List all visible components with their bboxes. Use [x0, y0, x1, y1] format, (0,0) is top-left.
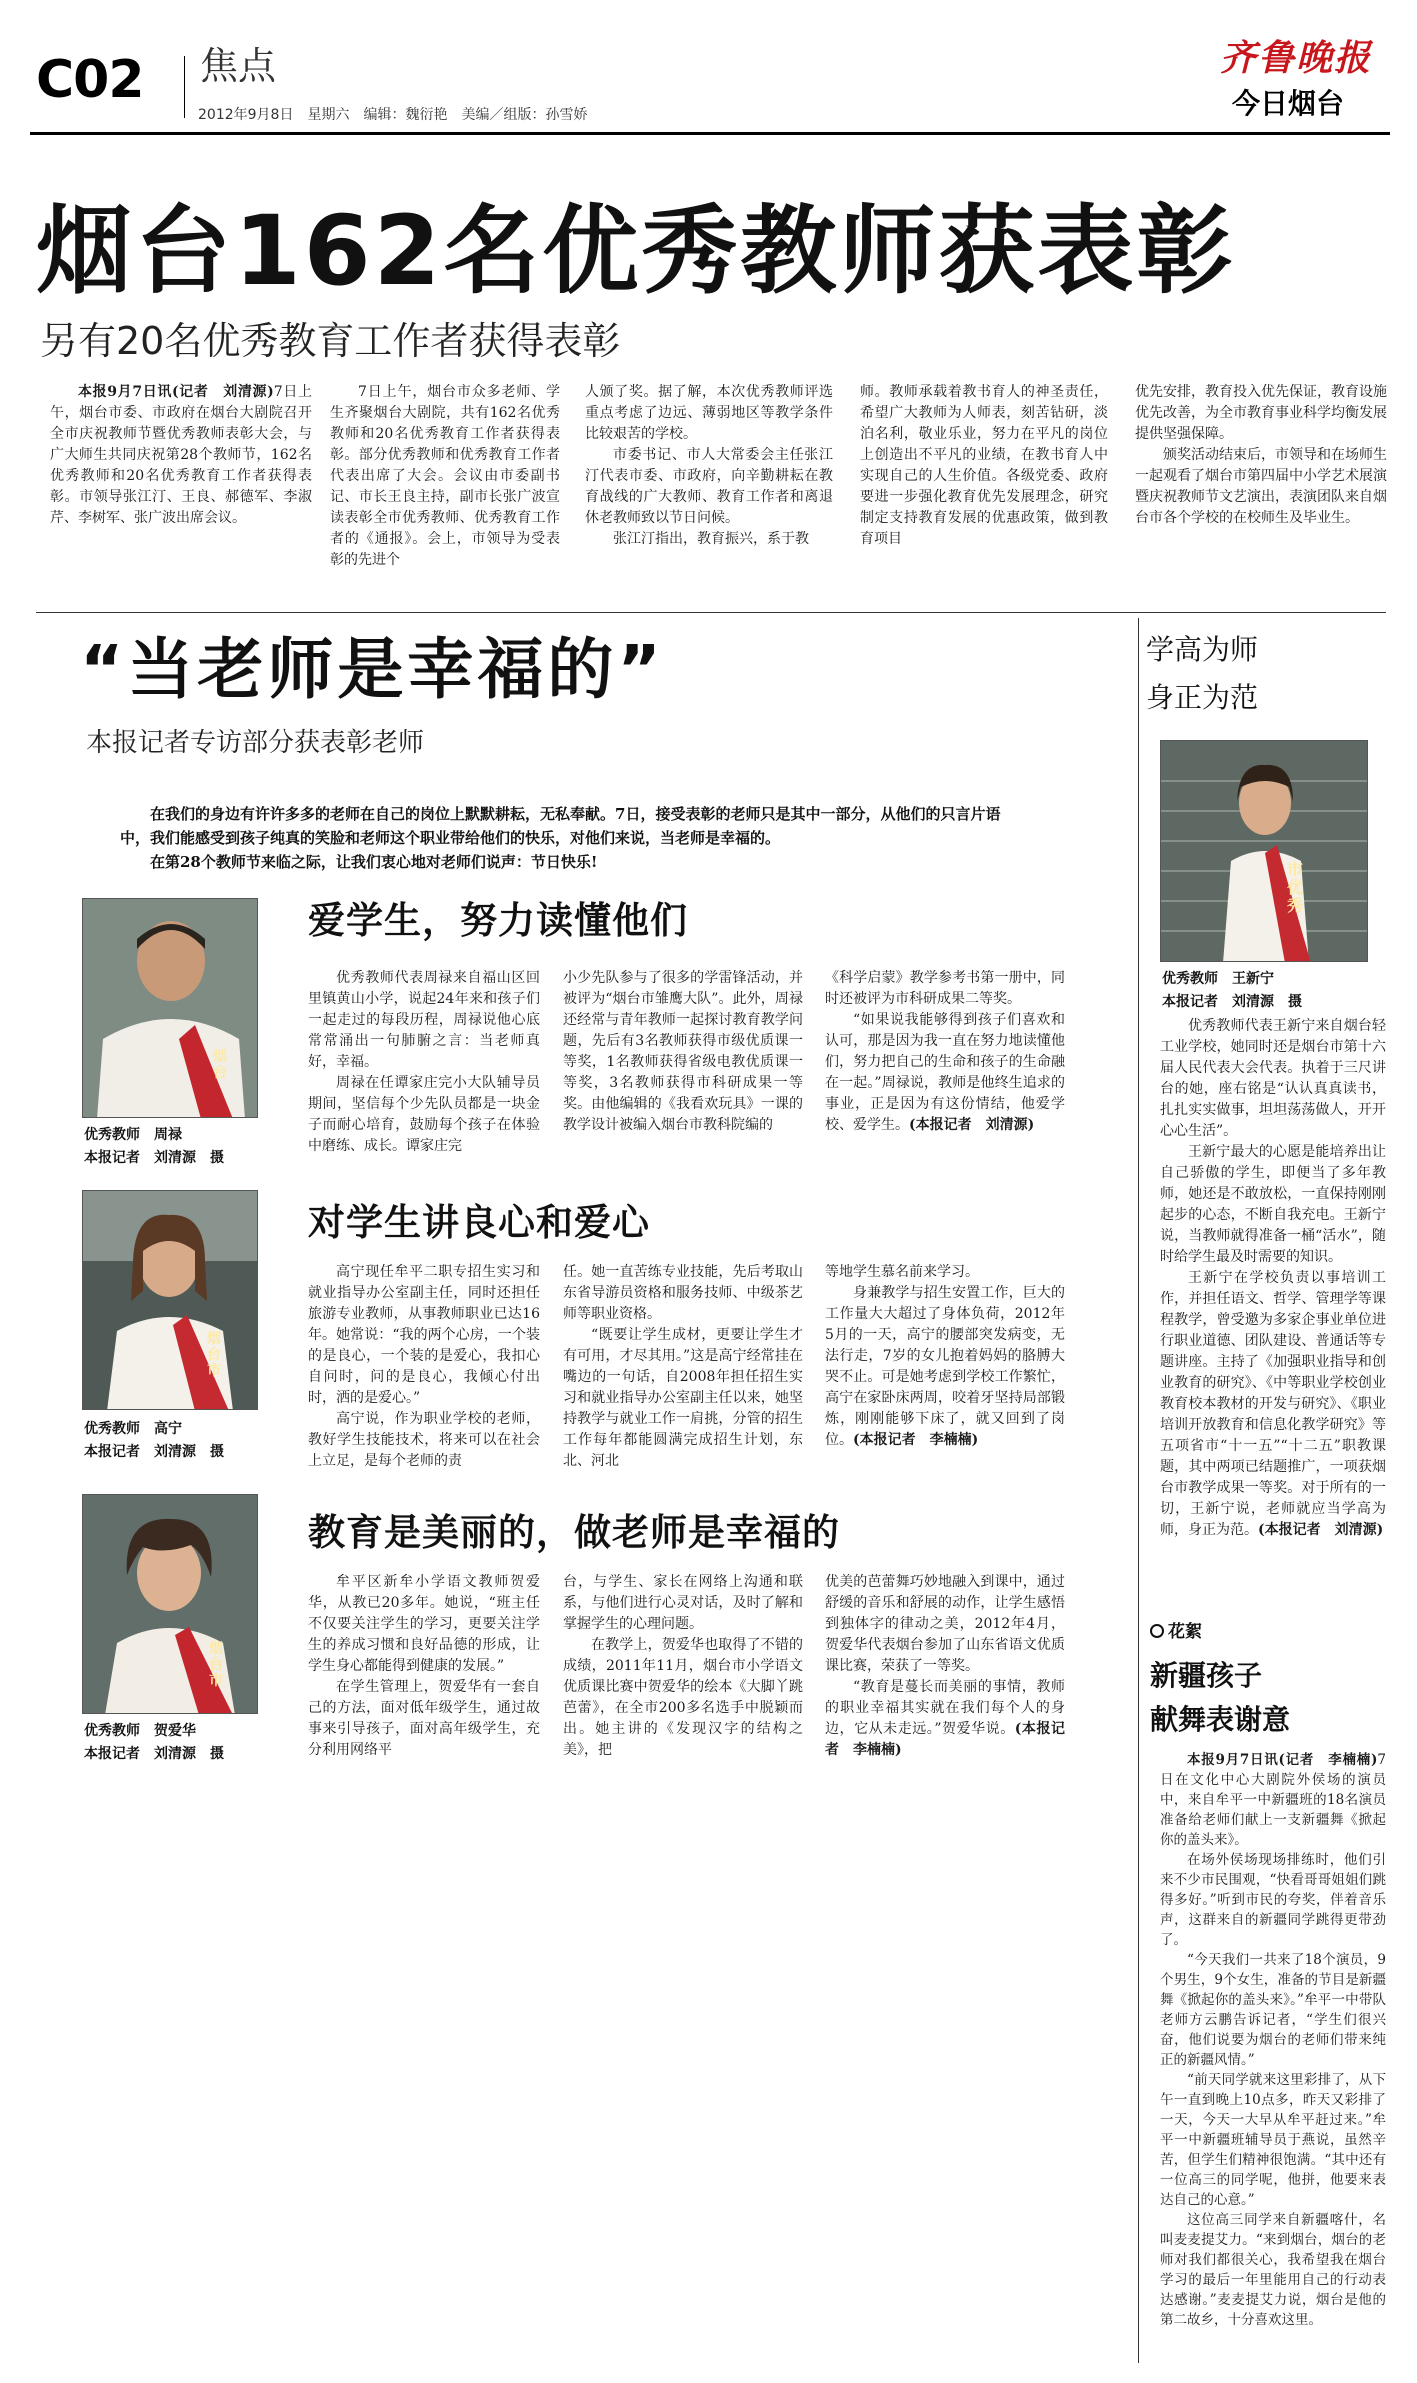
story3-c3p1: 优美的芭蕾舞巧妙地融入到课中，通过舒缓的音乐和舒展的动作，让学生感悟到独体字的律动之美，2012年4月，贺爱华代表烟台参加了山东省语文优质课比赛，荣获了一等奖。	[825, 1574, 1065, 1674]
portrait-man	[83, 899, 258, 1118]
sidebar-signature: (本报记者 刘清源)	[1258, 1522, 1384, 1538]
caption-wangxinning-name: 优秀教师 王新宁	[1162, 971, 1274, 987]
header-rule	[30, 132, 1390, 135]
portrait-woman-2	[83, 1495, 258, 1714]
header-divider	[184, 56, 185, 118]
story3-signature: (本报记者 李楠楠)	[825, 1721, 1065, 1758]
photo-wangxinning	[1160, 740, 1368, 962]
portrait-woman-1	[83, 1191, 258, 1410]
story1-c2: 小少先队参与了很多的学雷锋活动，并被评为“烟台市雏鹰大队”。此外，周禄还经常与青年教师一起探讨教育教学问题，先后有3名教师获得市级优质课一等奖，1名教师获得省级电教优质课一等奖，3名教师获得市科研成果一等奖。由他编辑的《我看欢玩具》一课的教学设计被编入烟台市教科院编的	[563, 970, 803, 1133]
lead-col3b-text: 市委书记、市人大常委会主任张江汀代表市委、市政府，向辛勤耕耘在教育战线的广大教师、教育工作者和离退休老教师致以节日问候。	[585, 447, 833, 526]
sash-text-3: 烟台市	[209, 1641, 223, 1689]
story3-col1	[308, 1572, 540, 1761]
lead-col-4	[860, 382, 1108, 550]
lead-bottom-rule	[36, 612, 1386, 613]
lead-col4-text: 师。教师承载着教书育人的神圣责任，希望广大教师为人师表，刻苦钻研，淡泊名利，敬业乐业，努力在平凡的岗位上创造出不平凡的业绩，在教书育人中实现自己的人生价值。各级党委、政府要进一步强化教育优先发展理念，研究制定支持教育发展的优惠政策，做到教育项目	[860, 384, 1108, 547]
story3-c2p2: 在教学上，贺爱华也取得了不错的成绩，2011年11月，烟台市小学语文优质课比赛中贺爱华的绘本《大脚丫跳芭蕾》，在全市200多名选手中脱颖而出。她主讲的《发现汉字的结构之美》，把	[563, 1637, 803, 1758]
caption-wangxinning	[1162, 968, 1382, 1014]
sash-text-4: 市优秀	[1287, 860, 1304, 915]
story1-c3p1: 《科学启蒙》教学参考书第一册中，同时还被评为市科研成果二等奖。	[825, 970, 1065, 1007]
story3-title: 教育是美丽的，做老师是幸福的	[308, 1511, 840, 1554]
feature-subtitle: 本报记者专访部分获表彰老师	[86, 728, 425, 758]
lead-col2-text: 7日上午，烟台市众多老师、学生齐聚烟台大剧院，共有162名优秀教师和20名优秀教育工作者获得表彰。部分优秀教师和优秀教育工作者代表出席了大会。会议由市委副书记、市长王良主持，副市长张广波宣读表彰全市优秀教师、优秀教育工作者的《通报》。会上，市领导为受表彰的先进个	[330, 384, 560, 568]
story3-col2	[563, 1572, 803, 1761]
caption-heaihua-credit: 本报记者 刘清源 摄	[84, 1746, 224, 1762]
flower-p5: 这位高三同学来自新疆喀什，名叫麦麦提艾力。“来到烟台，烟台的老师对我们都很关心，我希望我在烟台学习的最后一年里能用自己的行动表达感谢。”麦麦提艾力说，烟台是他的第二故乡，十分喜欢这里。	[1160, 2212, 1386, 2328]
flower-icon	[1150, 1624, 1164, 1638]
photo-gaoning	[82, 1190, 258, 1410]
story1-signature: (本报记者 刘清源)	[909, 1117, 1035, 1133]
sash-text-1: 烟台	[213, 1049, 227, 1081]
story1-c1p1: 优秀教师代表周禄来自福山区回里镇黄山小学，说起24年来和孩子们一起走过的每段历程，周禄说他心底常常涌出一句肺腑之言：当老师真好，幸福。	[308, 970, 540, 1070]
story3-c2p1: 台，与学生、家长在网络上沟通和联系，与他们进行心灵对话，及时了解和掌握学生的心理问题。	[563, 1574, 803, 1632]
flower-label	[1150, 1620, 1202, 1644]
caption-gaoning	[84, 1418, 284, 1464]
flower-p3: “今天我们一共来了18个演员，9个男生，9个女生，准备的节目是新疆舞《掀起你的盖头来》。”牟平一中带队老师方云鹏告诉记者，“学生们很兴奋，他们说要为烟台的老师们带来纯正的新疆风情。”	[1160, 1952, 1386, 2068]
flower-title-line2: 献舞表谢意	[1150, 1703, 1291, 1736]
story3-col3	[825, 1572, 1065, 1761]
story2-c2p1: 任。她一直苦练专业技能，先后考取山东省导游员资格和服务技师、中级茶艺师等职业资格。	[563, 1264, 803, 1322]
lead-dateline: 本报9月7日讯(记者 刘清源)	[78, 384, 274, 400]
lead-col5b-text: 颁奖活动结束后，市领导和在场师生一起观看了烟台市第四届中小学艺术展演暨庆祝教师节文艺演出，表演团队来自烟台市各个学校的在校师生及毕业生。	[1135, 447, 1387, 526]
story2-col2	[563, 1262, 803, 1472]
lead-col5a-text: 优先安排，教育投入优先保证，教育设施优先改善，为全市教育事业科学均衡发展提供坚强保障。	[1135, 384, 1387, 442]
feature-intro-1: 在我们的身边有许许多多的老师在自己的岗位上默默耕耘，无私奉献。7日，接受表彰的老师只是其中一部分，从他们的只言片语中，我们能感受到孩子纯真的笑脸和老师这个职业带给他们的快乐，对他们来说，当老师是幸福的。	[120, 805, 1001, 847]
sidebar-title-line1: 学高为师	[1146, 633, 1259, 666]
caption-zhoulu-name: 优秀教师 周禄	[84, 1127, 182, 1143]
sash-text-2: 烟台市	[207, 1331, 221, 1379]
caption-heaihua	[84, 1720, 284, 1766]
story1-col1	[308, 968, 540, 1157]
sidebar-title	[1146, 626, 1258, 722]
page-code: C02	[36, 50, 144, 110]
caption-zhoulu-credit: 本报记者 刘清源 摄	[84, 1150, 224, 1166]
photo-heaihua	[82, 1494, 258, 1714]
story1-c3p2: “如果说我能够得到孩子们喜欢和认可，那是因为我一直在努力地读懂他们，努力把自己的生命和孩子的生命融在一起。”周禄说，教师是他终生追求的事业，正是因为有这份情结，他爱学校、爱学生。	[825, 1012, 1065, 1133]
story2-col1	[308, 1262, 540, 1472]
portrait-woman-3	[1161, 741, 1368, 962]
story2-c3p2: 身兼教学与招生安置工作，巨大的工作量大大超过了身体负荷，2012年5月的一天，高宁的腰部突发病变，无法行走，7岁的女儿抱着妈妈的胳膊大哭不止。可是她考虑到学校工作繁忙，高宁在家卧床两周，咬着牙坚持局部锻炼，刚刚能够下床了，就又回到了岗位。	[825, 1285, 1065, 1448]
story2-c1p2: 高宁说，作为职业学校的老师，教好学生技能技术，将来可以在社会上立足，是每个老师的责	[308, 1411, 540, 1469]
flower-p2: 在场外侯场现场排练时，他们引来不少市民围观，“快看哥哥姐姐们跳得多好。”听到市民的夸奖，伴着音乐声，这群来自的新疆同学跳得更带劲了。	[1160, 1852, 1386, 1948]
story3-c1p1: 牟平区新牟小学语文教师贺爱华，从教已20多年。她说，“班主任不仅要关注学生的学习，更要关注学生的养成习惯和良好品德的形成，让学生身心都能得到健康的发展。”	[308, 1574, 540, 1674]
sidebar-story	[1160, 1016, 1386, 1541]
flower-title	[1150, 1654, 1290, 1742]
section-name: 焦点	[200, 44, 277, 88]
story1-c1p2: 周禄在任谭家庄完小大队辅导员期间，坚信每个少先队员都是一块金子而耐心培育，鼓励每个孩子在体验中磨练、成长。谭家庄完	[308, 1075, 540, 1154]
caption-wangxinning-credit: 本报记者 刘清源 摄	[1162, 994, 1302, 1010]
story2-c2p2: “既要让学生成材，更要让学生才有可用，才尽其用。”这是高宁经常挂在嘴边的一句话，自2008年担任招生实习和就业指导办公室副主任以来，她坚持教学与就业工作一肩挑，分管的招生工作每年都能圆满完成招生计划，东北、河北	[563, 1327, 803, 1469]
feature-quote-title: “当老师是幸福的”	[80, 631, 665, 708]
lead-col-1	[50, 382, 312, 529]
caption-heaihua-name: 优秀教师 贺爱华	[84, 1723, 196, 1739]
sidebar-p3: 王新宁在学校负责以事培训工作，并担任语文、哲学、管理学等课程教学，曾受邀为多家企事业单位进行职业道德、团队建设、普通话等专题讲座。主持了《加强职业指导和创业教育的研究》、《中等职业学校创业教育校本教材的开发与研究》、《职业培训开放教育和信息化教学研究》等五项省市“十一五”“十二五”职教课题，其中两项已结题推广，一项获烟台市教学成果一等奖。对于所有的一切，王新宁说，老师就应当学高为师，身正为范。	[1160, 1270, 1386, 1538]
flower-title-line1: 新疆孩子	[1150, 1659, 1263, 1692]
feature-intro	[120, 802, 1020, 874]
flower-story	[1160, 1750, 1386, 2330]
sidebar-p2: 王新宁最大的心愿是能培养出让自己骄傲的学生，即便当了多年教师，她还是不敢放松，一直保持刚刚起步的心态，不断自我充电。王新宁说，当教师就得准备一桶“活水”，随时给学生最及时需要的知识。	[1160, 1144, 1386, 1265]
story3-c3p2: “教育是蔓长而美丽的事情，教师的职业幸福其实就在我们每个人的身边，它从未走远。”贺爱华说。	[825, 1679, 1065, 1737]
story1-col3	[825, 968, 1065, 1136]
lead-col1-text: 7日上午，烟台市委、市政府在烟台大剧院召开全市庆祝教师节暨优秀教师表彰大会，与广大师生共同庆祝第28个教师节，162名优秀教师和20名优秀教育工作者获得表彰。市领导张江汀、王良、郝德军、李淑芹、李树军、张广波出席会议。	[50, 384, 312, 526]
story1-title: 爱学生，努力读懂他们	[308, 899, 688, 942]
page-meta: 2012年9月8日 星期六 编辑：魏衍艳 美编／组版：孙雪娇	[198, 107, 588, 123]
sidebar-divider	[1138, 618, 1139, 2363]
edition-name: 今日烟台	[1232, 87, 1345, 120]
flower-dateline: 本报9月7日讯(记者 李楠楠)	[1187, 1752, 1378, 1768]
main-subhead: 另有20名优秀教育工作者获得表彰	[40, 319, 621, 363]
photo-zhoulu	[82, 898, 258, 1118]
paper-logo: 齐鲁晚报	[1220, 37, 1373, 79]
story2-col3	[825, 1262, 1065, 1451]
main-headline: 烟台162名优秀教师获表彰	[36, 195, 1236, 307]
story2-c3p1: 等地学生慕名前来学习。	[825, 1264, 979, 1280]
flower-label-text: 花絮	[1168, 1622, 1202, 1642]
lead-col3c-text: 张江汀指出，教育振兴，系于教	[613, 531, 809, 547]
sidebar-title-line2: 身正为范	[1146, 681, 1259, 714]
lead-col-5	[1135, 382, 1387, 529]
story2-signature: (本报记者 李楠楠)	[853, 1432, 979, 1448]
lead-col3a-text: 人颁了奖。据了解，本次优秀教师评选重点考虑了边远、薄弱地区等教学条件比较艰苦的学校。	[585, 384, 833, 442]
flower-p1: 7日在文化中心大剧院外侯场的演员中，来自牟平一中新疆班的18名演员准备给老师们献上一支新疆舞《掀起你的盖头来》。	[1160, 1752, 1386, 1848]
caption-gaoning-name: 优秀教师 高宁	[84, 1421, 182, 1437]
story3-c1p2: 在学生管理上，贺爱华有一套自己的方法，面对低年级学生，通过故事来引导孩子，面对高年级学生，充分利用网络平	[308, 1679, 540, 1758]
lead-col-2	[330, 382, 560, 571]
lead-col-3	[585, 382, 833, 550]
caption-zhoulu	[84, 1124, 284, 1170]
sidebar-p1: 优秀教师代表王新宁来自烟台轻工业学校，她同时还是烟台市第十六届人民代表大会代表。执着于三尺讲台的她，座右铭是“认认真真读书，扎扎实实做事，坦坦荡荡做人，开开心心生活”。	[1160, 1018, 1386, 1139]
story1-col2	[563, 968, 803, 1136]
story2-c1p1: 高宁现任牟平二职专招生实习和就业指导办公室副主任，同时还担任旅游专业教师，从事教师职业已达16年。她常说：“我的两个心房，一个装的是良心，一个装的是爱心，我扣心自问时，问的是良心，我倾心付出时，洒的是爱心。”	[308, 1264, 540, 1406]
feature-intro-2: 在第28个教师节来临之际，让我们衷心地对老师们说声：节日快乐!	[150, 853, 598, 871]
story2-title: 对学生讲良心和爱心	[308, 1201, 650, 1244]
flower-p4: “前天同学就来这里彩排了，从下午一直到晚上10点多，昨天又彩排了一天，今天一大早从牟平赶过来。”牟平一中新疆班辅导员于燕说，虽然辛苦，但学生们精神很饱满。“其中还有一位高三的同学呢，他拼，他要来表达自己的心意。”	[1160, 2072, 1386, 2208]
caption-gaoning-credit: 本报记者 刘清源 摄	[84, 1444, 224, 1460]
